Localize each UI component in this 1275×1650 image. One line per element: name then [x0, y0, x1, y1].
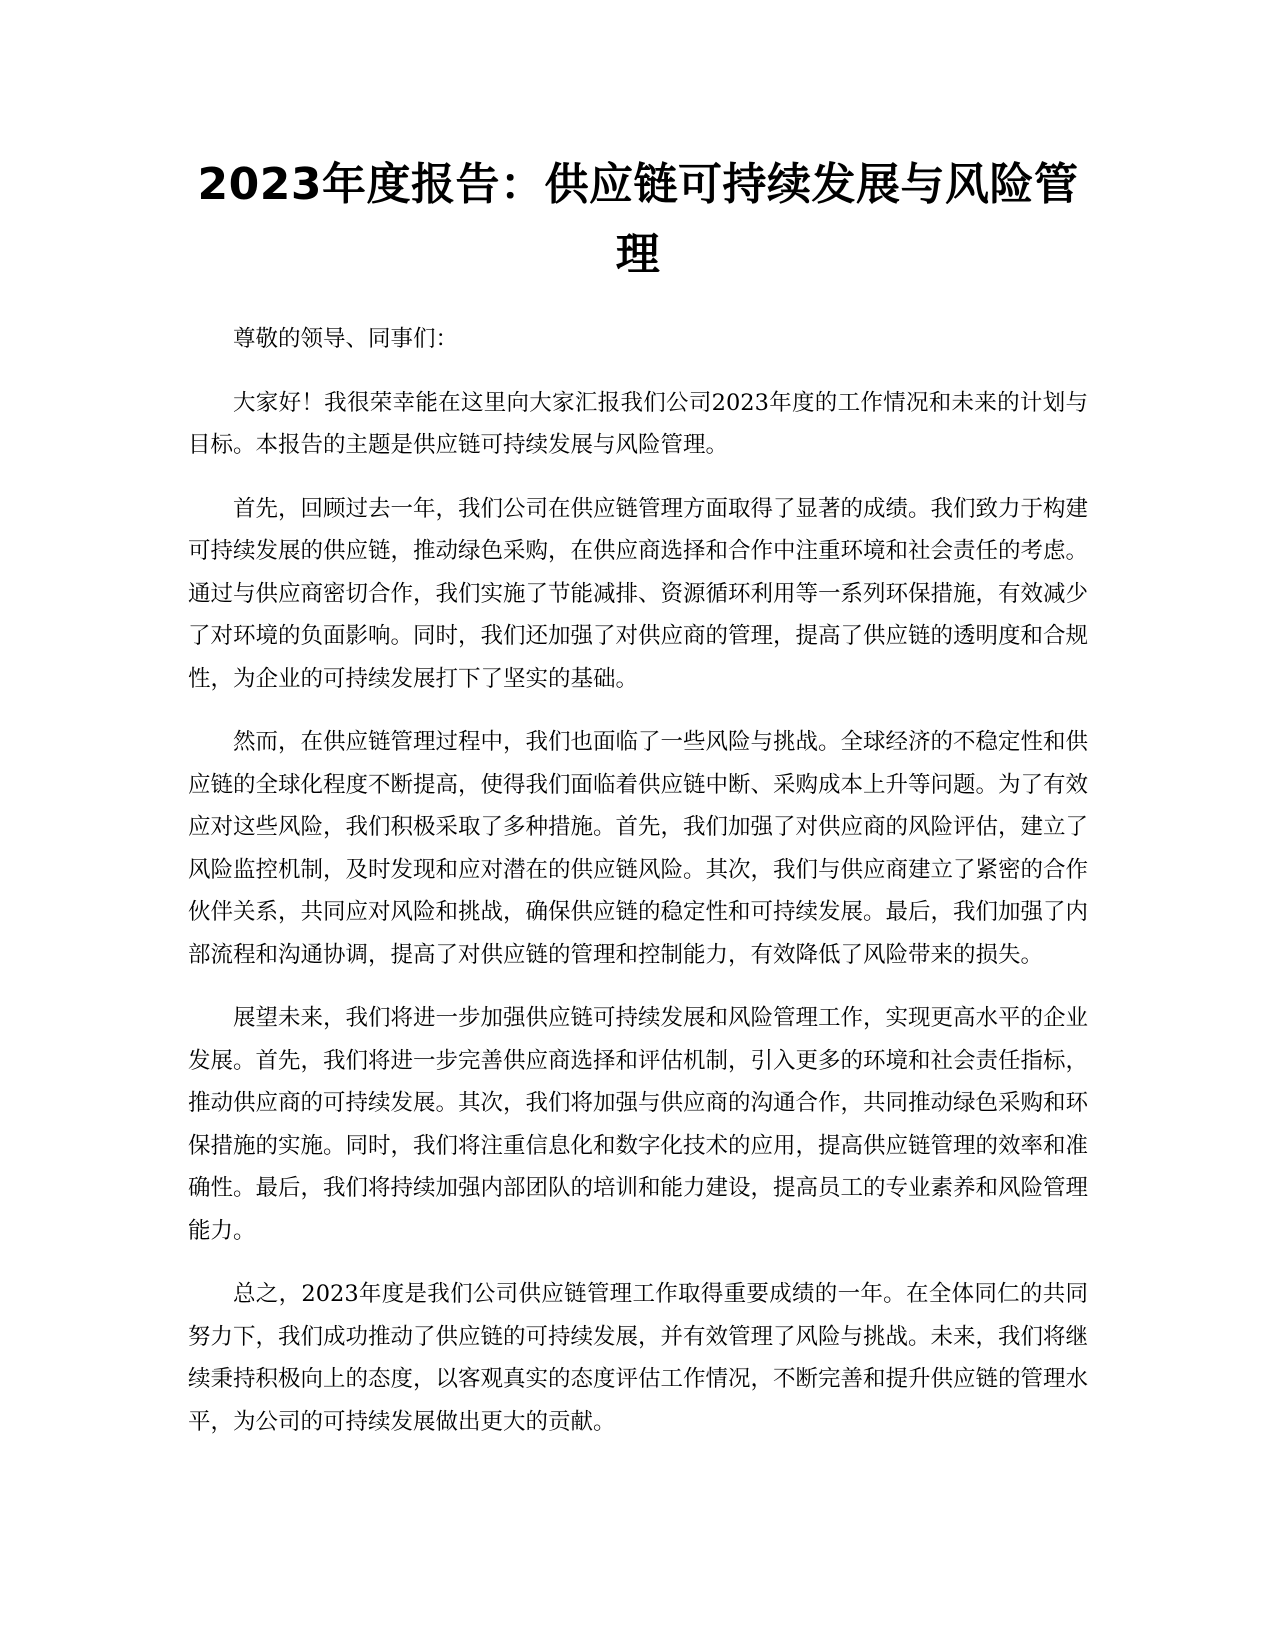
- document-body: [188, 318, 1088, 1443]
- document-title: 2023年度报告：供应链可持续发展与风险管理: [197, 159, 1079, 280]
- salutation: 尊敬的领导、同事们：: [233, 326, 459, 352]
- paragraph-intro: 大家好！我很荣幸能在这里向大家汇报我们公司2023年度的工作情况和未来的计划与目标。本报告的主题是供应链可持续发展与风险管理。: [188, 389, 1088, 458]
- paragraph-risks: 然而，在供应链管理过程中，我们也面临了一些风险与挑战。全球经济的不稳定性和供应链的全球化程度不断提高，使得我们面临着供应链中断、采购成本上升等问题。为了有效应对这些风险，我们积极采取了多种措施。首先，我们加强了对供应商的风险评估，建立了风险监控机制，及时发现和应对潜在的供应链风险。其次，我们与供应商建立了紧密的合作伙伴关系，共同应对风险和挑战，确保供应链的稳定性和可持续发展。最后，我们加强了内部流程和沟通协调，提高了对供应链的管理和控制能力，有效降低了风险带来的损失。: [188, 729, 1089, 968]
- document-page: [188, 150, 1088, 1443]
- paragraph-achievements: 首先，回顾过去一年，我们公司在供应链管理方面取得了显著的成绩。我们致力于构建可持续发展的供应链，推动绿色采购，在供应商选择和合作中注重环境和社会责任的考虑。通过与供应商密切合作，我们实施了节能减排、资源循环利用等一系列环保措施，有效减少了对环境的负面影响。同时，我们还加强了对供应商的管理，提高了供应链的透明度和合规性，为企业的可持续发展打下了坚实的基础。: [188, 495, 1089, 692]
- paragraph-conclusion: 总之，2023年度是我们公司供应链管理工作取得重要成绩的一年。在全体同仁的共同努力下，我们成功推动了供应链的可持续发展，并有效管理了风险与挑战。未来，我们将继续秉持积极向上的态度，以客观真实的态度评估工作情况，不断完善和提升供应链的管理水平，为公司的可持续发展做出更大的贡献。: [188, 1281, 1089, 1435]
- paragraph-outlook: 展望未来，我们将进一步加强供应链可持续发展和风险管理工作，实现更高水平的企业发展。首先，我们将进一步完善供应商选择和评估机制，引入更多的环境和社会责任指标，推动供应商的可持续发展。其次，我们将加强与供应商的沟通合作，共同推动绿色采购和环保措施的实施。同时，我们将注重信息化和数字化技术的应用，提高供应链管理的效率和准确性。最后，我们将持续加强内部团队的培训和能力建设，提高员工的专业素养和风险管理能力。: [188, 1005, 1089, 1244]
